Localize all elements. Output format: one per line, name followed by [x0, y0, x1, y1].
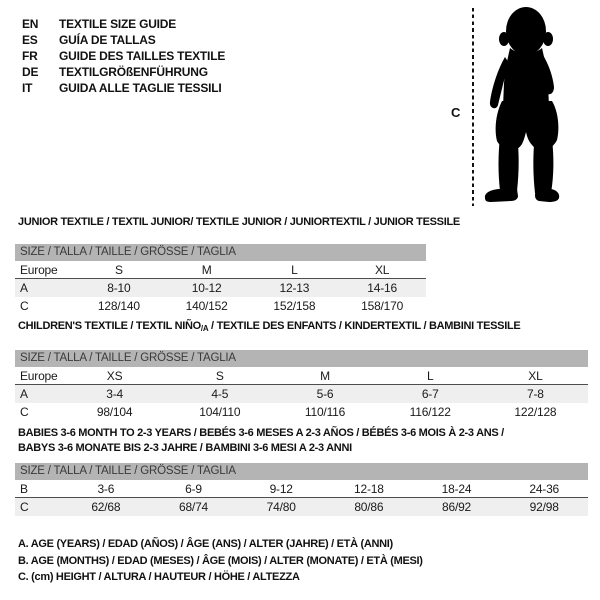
table-cell: 3-6 [97, 482, 115, 496]
language-code: ES [22, 33, 38, 47]
table-cell: 110/116 [304, 405, 346, 419]
language-row-es [22, 32, 225, 48]
table-cell: 92/98 [529, 500, 559, 514]
table-cell: 68/74 [178, 500, 209, 514]
row-label: Europe [20, 369, 58, 383]
table-cell: 12-13 [279, 281, 310, 295]
children-section-title-text: / TEXTILE DES ENFANTS / KINDERTEXTIL / BAMBINI TESSILE [208, 320, 521, 332]
table-cell: 158/170 [361, 299, 404, 313]
row-label: C [20, 405, 29, 419]
table-cell: XL [528, 369, 543, 383]
table-cell: 152/158 [273, 299, 316, 313]
babies-section-title-line2 [18, 442, 352, 454]
babies-section-title-text: BABIES 3-6 MONTH TO 2-3 YEARS / BEBÉS 3-6 MESES A 2-3 AÑOS / BÉBÉS 3-6 MOIS À 2-3 ANS / [18, 427, 504, 439]
row-label: A [20, 281, 28, 295]
table-cell: 3-4 [106, 387, 123, 401]
language-code: FR [22, 49, 38, 63]
table-cell: M [320, 369, 330, 383]
language-row-en [22, 16, 225, 32]
row-label: A [20, 387, 28, 401]
table-cell: 86/92 [442, 500, 472, 514]
guide-title: TEXTILGRÖßENFÜHRUNG [59, 65, 208, 79]
language-code: IT [22, 81, 33, 95]
junior-section-title [18, 216, 460, 228]
table-cell: 5-6 [316, 387, 334, 401]
table-cell: XL [374, 263, 390, 277]
table-cell: 12-18 [354, 482, 384, 496]
table-row-age [15, 385, 588, 403]
table-row-europe [15, 367, 588, 385]
junior-section-title-text: JUNIOR TEXTILE / TEXTIL JUNIOR/ TEXTILE JUNIOR / JUNIORTEXTIL / JUNIOR TESSILE [18, 216, 460, 228]
table-cell: 9-12 [269, 482, 293, 496]
row-label: C [20, 500, 29, 514]
children-section-title [18, 320, 520, 333]
table-cell: 10-12 [191, 281, 222, 295]
table-cell: 104/110 [199, 405, 241, 419]
guide-title: TEXTILE SIZE GUIDE [59, 17, 177, 31]
table-row-height [15, 297, 426, 315]
babies-section-title-line1 [18, 427, 504, 439]
children-section-title-sub: /A [200, 324, 209, 333]
table-cell: 6-9 [185, 482, 202, 496]
table-row-height [15, 498, 588, 516]
language-row-it [22, 80, 225, 96]
table-cell: 7-8 [527, 387, 544, 401]
height-measure-label: C [451, 105, 461, 120]
table-cell: 122/128 [514, 405, 557, 419]
table-row-months [15, 480, 588, 498]
children-section-title-text: CHILDREN'S TEXTILE / TEXTIL NIÑO [18, 320, 201, 332]
size-header-row: SIZE / TALLA / TAILLE / GRÖSSE / TAGLIA [15, 244, 426, 261]
row-label: C [20, 299, 29, 313]
table-row-europe [15, 261, 426, 279]
table-cell: 128/140 [97, 299, 140, 313]
table-row-height [15, 403, 588, 421]
table-cell: L [426, 369, 434, 383]
babies-section-title-text: BABYS 3-6 MONATE BIS 2-3 JAHRE / BAMBINI 3-6 MESI A 2-3 ANNI [18, 442, 352, 454]
table-cell: 18-24 [441, 482, 472, 496]
language-code: DE [22, 65, 39, 79]
babies-size-table [15, 463, 588, 516]
table-cell: 80/86 [354, 500, 384, 514]
table-cell: S [215, 369, 224, 383]
size-header-row: SIZE / TALLA / TAILLE / GRÖSSE / TAGLIA [15, 350, 588, 367]
language-title-list [22, 16, 225, 96]
baby-silhouette-icon [481, 5, 573, 207]
table-cell: 116/122 [409, 405, 451, 419]
table-cell: 8-10 [107, 281, 131, 295]
table-cell: 62/68 [91, 500, 121, 514]
row-label: Europe [20, 263, 58, 277]
table-row-age [15, 279, 426, 297]
table-cell: 24-36 [529, 482, 560, 496]
guide-title: GUÍA DE TALLAS [59, 33, 156, 47]
table-cell: 140/152 [185, 299, 228, 313]
table-cell: XS [106, 369, 123, 383]
height-dashed-line [472, 8, 474, 206]
table-cell: L [291, 263, 298, 277]
language-row-de [22, 64, 225, 80]
guide-title: GUIDE DES TAILLES TEXTILE [59, 49, 226, 63]
table-cell: 4-5 [211, 387, 229, 401]
row-label: B [20, 482, 28, 496]
table-cell: S [114, 263, 123, 277]
footnote-age-years: A. AGE (YEARS) / EDAD (AÑOS) / ÂGE (ANS) / ALTER (JAHRE) / ETÀ (ANNI) [18, 538, 393, 550]
size-header-row: SIZE / TALLA / TAILLE / GRÖSSE / TAGLIA [15, 463, 588, 480]
table-cell: 74/80 [266, 500, 296, 514]
table-cell: M [201, 263, 212, 277]
language-row-fr [22, 48, 225, 64]
guide-title: GUIDA ALLE TAGLIE TESSILI [59, 81, 222, 95]
junior-size-table [15, 244, 426, 315]
footnote-height: C. (cm) HEIGHT / ALTURA / HAUTEUR / HÖHE / ALTEZZA [18, 571, 300, 583]
table-cell: 14-16 [367, 281, 397, 295]
table-cell: 6-7 [421, 387, 439, 401]
language-code: EN [22, 17, 39, 31]
footnote-age-months: B. AGE (MONTHS) / EDAD (MESES) / ÂGE (MOIS) / ALTER (MONATE) / ETÀ (MESI) [18, 555, 423, 567]
table-cell: 98/104 [96, 405, 133, 419]
children-size-table [15, 350, 588, 421]
